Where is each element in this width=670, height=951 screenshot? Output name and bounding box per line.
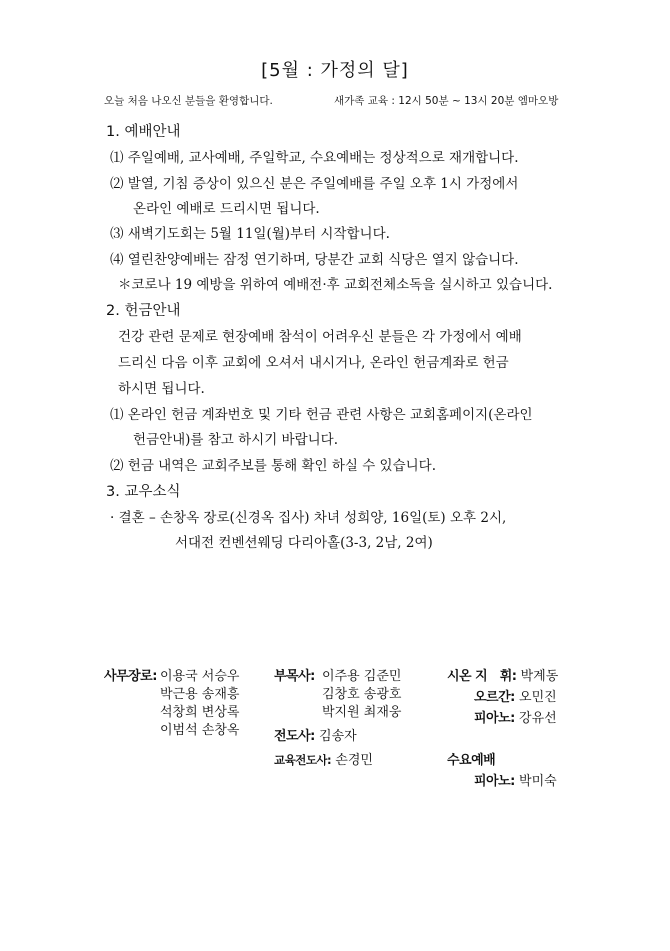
- organist-label: 오르간:: [474, 690, 515, 705]
- offering-line-6: ⑵ 헌금 내역은 교회주보를 통해 확인 하실 수 있습니다.: [110, 458, 436, 474]
- offering-line-4: ⑴ 온라인 헌금 계좌번호 및 기타 헌금 관련 사항은 교회홈페이지(온라인: [110, 407, 533, 423]
- education-evangelist: [274, 751, 373, 770]
- news-line-2: 서대전 컨벤션웨딩 다리아홀(3-3, 2남, 2여): [175, 535, 433, 551]
- office-elders-name-row: 박근용 송재흥: [160, 687, 240, 702]
- organist: [474, 689, 557, 707]
- office-elders: [104, 668, 157, 686]
- education-evangelist-label: 교육전도사:: [274, 753, 332, 767]
- evangelist-label: 전도사:: [274, 729, 315, 744]
- associate-pastors-name-row: 이주용 김준민: [322, 669, 402, 684]
- welcome-message: 오늘 처음 나오신 분들을 환영합니다.: [104, 95, 273, 107]
- associate-pastors-label: 부목사:: [274, 669, 315, 684]
- associate-pastors-name-row: 박지원 최재웅: [322, 705, 402, 720]
- choir-conductor-label: 시온 지 휘:: [447, 669, 517, 684]
- worship-line-1: ⑴ 주일예배, 교사예배, 주일학교, 수요예배는 정상적으로 재개합니다.: [110, 150, 519, 166]
- pianist-label: 피아노:: [474, 711, 515, 726]
- evangelist-name: 김송자: [319, 729, 357, 744]
- worship-heading: 1. 예배안내: [106, 124, 181, 140]
- new-family-education: 새가족 교육 : 12시 50분 ~ 13시 20분 엠마오방: [334, 95, 559, 107]
- worship-notice: ＊코로나 19 예방을 위하여 예배전·후 교회전체소독을 실시하고 있습니다.: [118, 277, 553, 293]
- offering-line-5: 헌금안내)를 참고 하시기 바랍니다.: [133, 432, 339, 448]
- offering-line-3: 하시면 됩니다.: [118, 381, 205, 397]
- wednesday-service-label: 수요예배: [447, 753, 496, 768]
- choir-conductor-name: 박계동: [520, 669, 559, 684]
- office-elders-name-row: 석창희 변상록: [160, 705, 240, 720]
- page-title: [5월 : 가정의 달]: [261, 60, 409, 81]
- education-evangelist-name: 손경민: [335, 753, 373, 768]
- office-elders-names: [160, 668, 239, 740]
- worship-line-4: ⑶ 새벽기도회는 5월 11일(월)부터 시작합니다.: [110, 226, 390, 242]
- worship-line-3: 온라인 예배로 드리시면 됩니다.: [133, 201, 320, 217]
- associate-pastors-name-row: 김창호 송광호: [322, 687, 402, 702]
- office-elders-name-row: 이범석 손창옥: [160, 723, 240, 738]
- wednesday-pianist-label: 피아노:: [474, 774, 515, 789]
- worship-line-5: ⑷ 열린찬양예배는 잠정 연기하며, 당분간 교회 식당은 열지 않습니다.: [110, 252, 519, 268]
- offering-heading: 2. 헌금안내: [106, 303, 181, 319]
- organist-name: 오민진: [519, 690, 557, 705]
- office-elders-label: 사무장로:: [104, 669, 157, 684]
- worship-line-2: ⑵ 발열, 기침 증상이 있으신 분은 주일예배를 주일 오후 1시 가정에서: [110, 176, 519, 192]
- news-heading: 3. 교우소식: [106, 484, 181, 500]
- wednesday-pianist-name: 박미숙: [519, 774, 557, 789]
- offering-line-2: 드리신 다음 이후 교회에 오셔서 내시거나, 온라인 헌금계좌로 헌금: [118, 355, 509, 371]
- office-elders-name-row: 이용국 서승우: [160, 669, 240, 684]
- associate-pastors-names: [322, 668, 401, 722]
- pianist-name: 강유선: [519, 711, 557, 726]
- associate-pastors: [274, 668, 315, 686]
- evangelist: [274, 728, 357, 746]
- wednesday-pianist: [474, 773, 557, 791]
- choir-conductor: [447, 668, 558, 686]
- pianist: [474, 710, 557, 728]
- offering-line-1: 건강 관련 문제로 현장예배 참석이 어려우신 분들은 각 가정에서 예배: [118, 329, 522, 345]
- news-line-1: · 결혼 – 손창옥 장로(신경옥 집사) 차녀 성희양, 16일(토) 오후 2시,: [110, 510, 507, 526]
- wednesday-service-heading: [447, 752, 495, 770]
